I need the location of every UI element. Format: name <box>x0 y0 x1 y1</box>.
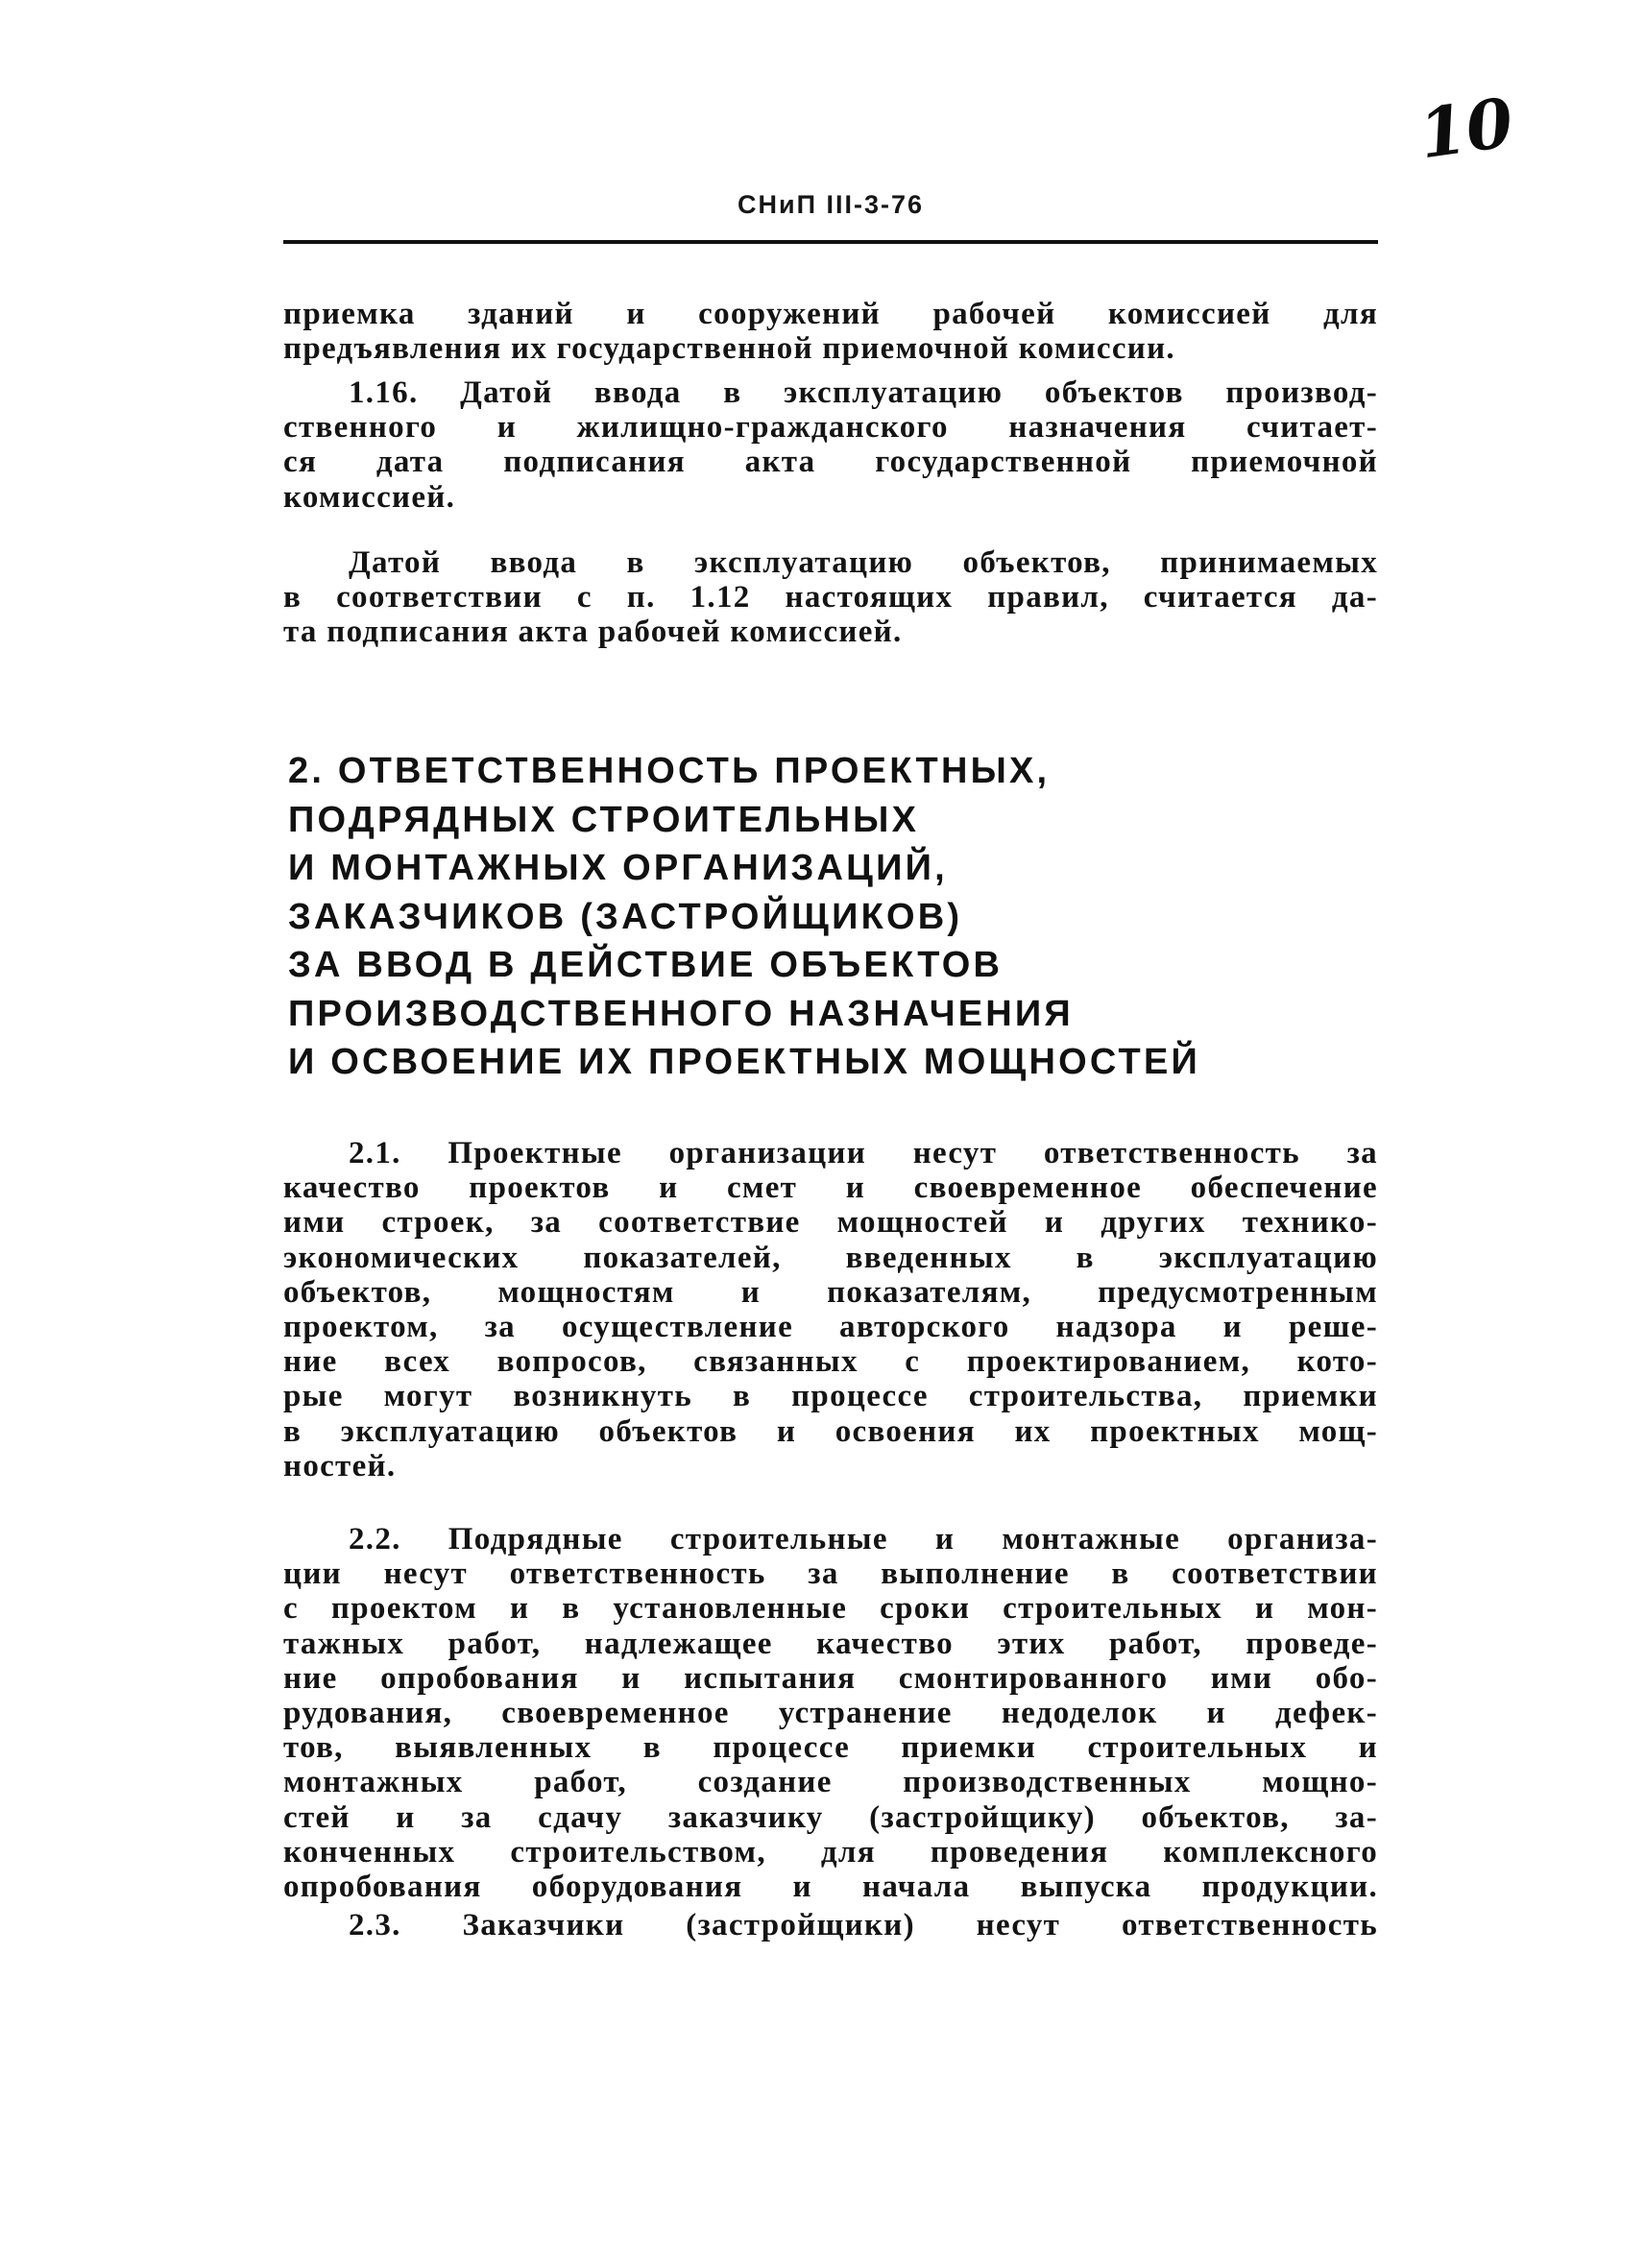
text-line: рые могут возникнуть в процессе строительства, приемки <box>283 1379 1378 1414</box>
text-line: Датой ввода в эксплуатацию объектов, принимаемых <box>349 545 1378 580</box>
text-line: 2.2. Подрядные строительные и монтажные организа- <box>349 1522 1378 1556</box>
intro-paragraph <box>283 297 1378 366</box>
clause-2-1 <box>283 1136 1378 1484</box>
text-line: комиссией. <box>283 479 456 515</box>
text-line: объектов, мощностям и показателям, предусмотренным <box>283 1274 1378 1310</box>
section-2-title <box>288 747 1378 1087</box>
clause-2-2 <box>283 1522 1378 1904</box>
section-title-line: ЗА ВВОД В ДЕЙСТВИЕ ОБЪЕКТОВ <box>288 945 1004 985</box>
text-line: рудования, своевременное устранение недоделок и дефек- <box>283 1696 1378 1731</box>
text-line: в эксплуатацию объектов и освоения их проектных мощ- <box>283 1413 1378 1449</box>
text-line: тов, выявленных в процессе приемки строительных и <box>283 1730 1378 1766</box>
text-line: проектом, за осуществление авторского надзора и реше- <box>283 1310 1378 1345</box>
text-line: 2.1. Проектные организации несут ответственность за <box>349 1136 1378 1170</box>
text-line: приемка зданий и сооружений рабочей комиссией для <box>283 297 1378 331</box>
text-line: качество проектов и смет и своевременное обеспечение <box>283 1170 1378 1206</box>
section-title-line: ЗАКАЗЧИКОВ (ЗАСТРОЙЩИКОВ) <box>288 896 963 937</box>
clause-2-3 <box>283 1908 1378 1942</box>
text-line: 1.16. Датой ввода в эксплуатацию объектов производ- <box>349 375 1378 410</box>
text-line: конченных строительством, для проведения комплексного <box>283 1834 1378 1870</box>
clause-1-16-continued <box>283 545 1378 650</box>
section-title-line: И МОНТАЖНЫХ ОРГАНИЗАЦИЙ, <box>288 848 948 888</box>
text-line: ции несут ответственность за выполнение в соответствии <box>283 1556 1378 1592</box>
text-line: та подписания акта рабочей комиссией. <box>283 615 903 650</box>
text-line: экономических показателей, введенных в эксплуатацию <box>283 1240 1378 1275</box>
text-line: монтажных работ, создание производственных мощно- <box>283 1765 1378 1800</box>
text-line: тажных работ, надлежащее качество этих работ, проведе- <box>283 1626 1378 1661</box>
text-line: в соответствии с п. 1.12 настоящих правил, считается да- <box>283 580 1378 615</box>
text-line: опробования оборудования и начала выпуска продукции. <box>283 1870 1378 1905</box>
text-line: 2.3. Заказчики (застройщики) несут ответственность <box>349 1908 1378 1942</box>
page-number: 10 <box>1414 82 1518 175</box>
text-line: ственного и жилищно-гражданского назначения считает- <box>283 410 1378 446</box>
text-line: ся дата подписания акта государственной приемочной <box>283 445 1378 480</box>
document-code: СНиП III-3-76 <box>737 190 925 219</box>
text-line: стей и за сдачу заказчику (застройщику) объектов, за- <box>283 1799 1378 1835</box>
section-title-line: ПОДРЯДНЫХ СТРОИТЕЛЬНЫХ <box>288 799 920 840</box>
section-title-line: ПРОИЗВОДСТВЕННОГО НАЗНАЧЕНИЯ <box>288 993 1074 1034</box>
header-divider <box>283 240 1378 244</box>
text-line: предъявления их государственной приемочной комиссии. <box>283 331 1175 367</box>
text-line: ностей. <box>283 1448 397 1484</box>
text-line: ими строек, за соответствие мощностей и других технико- <box>283 1205 1378 1241</box>
section-title-line: И ОСВОЕНИЕ ИХ ПРОЕКТНЫХ МОЩНОСТЕЙ <box>288 1042 1201 1082</box>
text-line: с проектом и в установленные сроки строительных и мон- <box>283 1591 1378 1627</box>
section-title-line: 2. ОТВЕТСТВЕННОСТЬ ПРОЕКТНЫХ, <box>288 751 1051 791</box>
text-line: ние опробования и испытания смонтированного ими обо- <box>283 1660 1378 1696</box>
clause-1-16 <box>283 375 1378 515</box>
text-line: ние всех вопросов, связанных с проектированием, кото- <box>283 1344 1378 1380</box>
